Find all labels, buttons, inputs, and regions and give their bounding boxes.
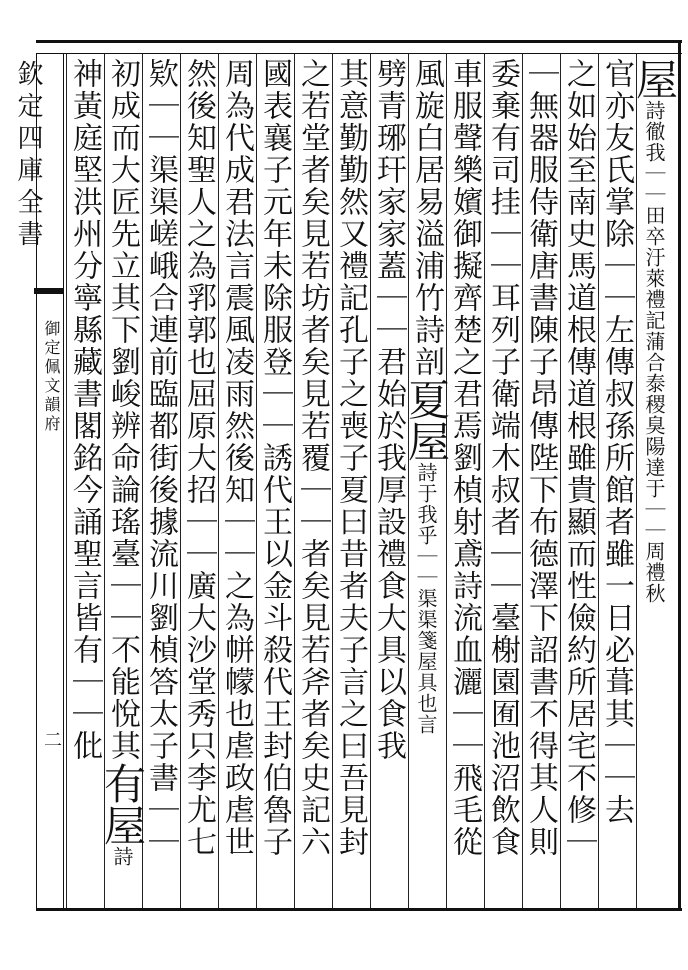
annotation: 詩 [110, 846, 134, 867]
column-text: 其意勤勤然又禮記孔子之喪子夏曰昔者夫子言之曰吾見封 [333, 58, 368, 858]
text-column [600, 58, 634, 898]
text-column [98, 58, 147, 898]
headword: 屋 [630, 58, 679, 100]
column-text: ｜無器服侍衛唐書陳子昂傳陛下布德澤下詔書不得其人則 [523, 58, 558, 858]
column-text: 國表襄子元年未除服登｜｜誘代王以金斗殺代王封伯魯子 [257, 58, 292, 858]
column-text: 之如始至南史馬道根傳道根雖貴顯而性儉約所居宅不修｜ [561, 58, 596, 858]
text-column [334, 58, 368, 898]
text-column [402, 58, 451, 898]
annotation: 詩于我乎｜｜渠渠箋屋具也言 [414, 462, 438, 735]
text-column [448, 58, 482, 898]
text-column [220, 58, 254, 898]
headword: 有屋 [98, 762, 147, 846]
column-text: 神黃庭堅洪州分寧縣藏書閣銘今誦聖言皆有｜｜ [67, 58, 102, 730]
text-column [562, 58, 596, 898]
text-column [486, 58, 520, 898]
column-text: 周為代成君法言震風凌雨然後知｜｜之為帡幪也虐政虐世 [219, 58, 254, 858]
text-column [182, 58, 216, 898]
column-text: 仳 [67, 730, 102, 762]
column-text: 委棄有司挂｜｜耳列子衛端木叔者｜｜臺榭園囿池沼飲食 [485, 58, 520, 858]
page-top-border [36, 40, 682, 54]
column-text: 之若堂者矣見若坊者矣見若覆｜｜者矣見若斧者矣史記六 [295, 58, 330, 858]
headword: 夏屋 [402, 378, 451, 462]
page-bottom-border [36, 908, 682, 911]
column-text: 官亦友氏掌除｜｜左傳叔孫所館者雖一日必葺其｜｜去 [599, 58, 634, 826]
text-column [524, 58, 558, 898]
column-text: 劈青琊玕家家蓋｜｜ [371, 58, 406, 346]
page-right-border [678, 40, 681, 911]
column-text: 欵｜｜渠渠嵯峨合連前臨都街後據流川劉楨答太子書｜｜ [143, 58, 178, 858]
column-text: 風旋白居易溢浦竹詩剖 [409, 58, 444, 378]
book-title: 欽定四庫全書 [13, 60, 43, 252]
column-text: 然後知聖人之為郛郭也屈原大招｜｜廣大沙堂秀只李尤七 [181, 58, 216, 858]
text-column [372, 58, 406, 898]
page-number: 二 [44, 730, 62, 751]
column-text: 車服聲樂嬪御擬齊楚之君焉劉楨射鳶詩流血灑｜｜飛毛從 [447, 58, 482, 858]
book-subtitle: 御定佩文韻府 [42, 320, 61, 434]
text-column [144, 58, 178, 898]
column-text: 君始於我厚設禮食大具以食我 [371, 346, 406, 762]
annotation: 詩徹我｜｜田卒汙萊禮記蒲合泰稷臭陽達于｜｜周禮秋 [642, 100, 666, 604]
text-column [296, 58, 330, 898]
text-column [258, 58, 292, 898]
text-column [68, 58, 102, 898]
text-column [630, 58, 679, 898]
fish-tail-mark [34, 288, 64, 316]
column-text: 初成而大匠先立其下劉峻辨命論瑤臺｜｜不能悅其 [105, 58, 140, 762]
